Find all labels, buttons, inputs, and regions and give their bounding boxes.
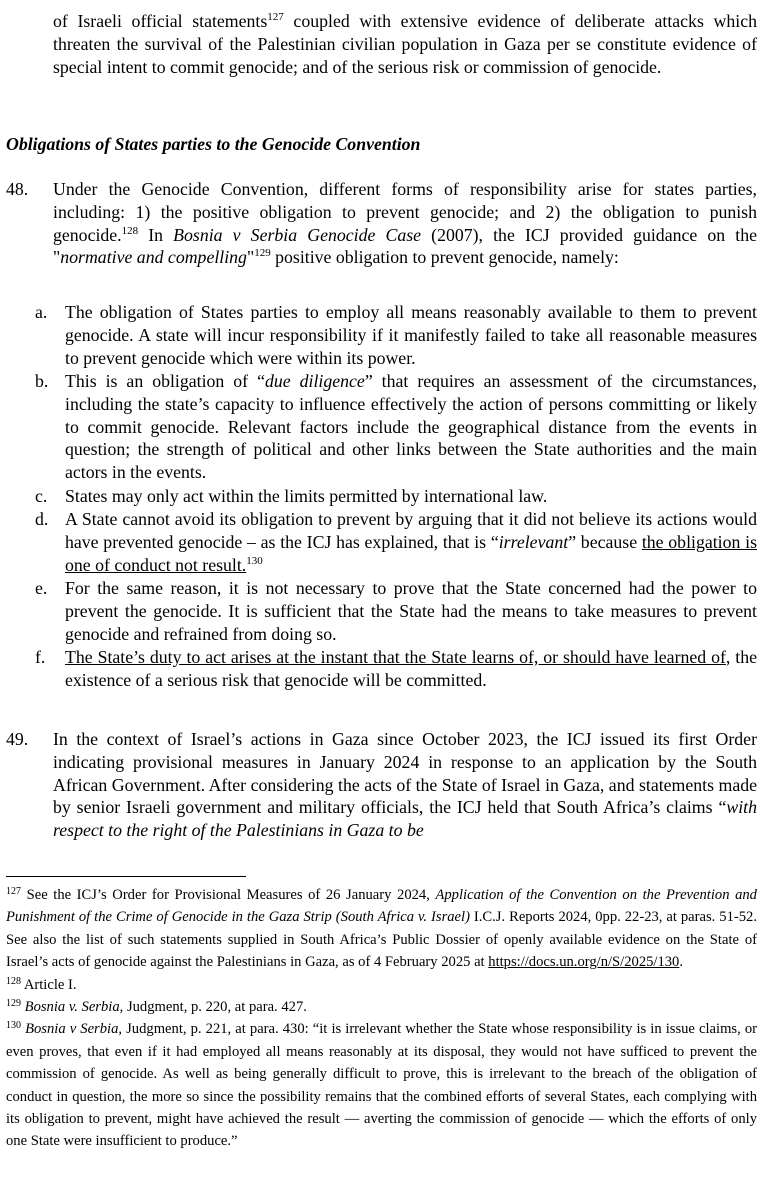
paragraph-text: of Israeli official statements bbox=[53, 11, 268, 31]
list-item-letter: e. bbox=[35, 578, 48, 598]
footnote-number: 127 bbox=[6, 886, 21, 897]
paragraph-number: 49. bbox=[6, 729, 29, 749]
footnote-link[interactable]: https://docs.un.org/n/S/2025/130 bbox=[488, 954, 680, 971]
paragraph-text: coupled with extensive evidence of deliberate attacks which threaten the survival of the Palestinian civilian population in Gaza per se constitute evidence of special intent to commit genocide; and of the serious risk or commission of genocide. bbox=[53, 11, 757, 77]
item-text: This is an obligation of “ bbox=[65, 371, 265, 391]
footnote-ref[interactable]: 128 bbox=[121, 224, 139, 237]
footnote-number: 130 bbox=[6, 1020, 21, 1032]
list-item-f bbox=[65, 646, 757, 692]
footnote-text: , Judgment, p. 221, at para. 430: “it is irrelevant whether the State whose responsibility is in issue claims, or even proves, that even if it had employed all means reasonably at its disposal, they would not have sufficed to prevent the commission of genocide. As well as being generally difficult to prove, this is irrelevant to the breach of the obligation of conduct in question, the more so since the possibility remains that the combined efforts of several States, each complying with its obligation to prevent, might have achieved the result — averting the commission of genocide — which the efforts of only one State were insufficient to produce.” bbox=[6, 1021, 757, 1150]
list-item-letter: a. bbox=[35, 302, 48, 322]
quoted-text: with respect to the right of the Palestinians in Gaza to be bbox=[53, 797, 757, 841]
item-text: ” that requires an assessment of the circumstances, including the state’s capacity to influence effectively the action of persons committing or likely to commit genocide. Relevant factors include the geographical distance from the events in question; the strength of political and other links between the State authorities and the main actors in the events. bbox=[65, 371, 757, 483]
section-heading: Obligations of States parties to the Genocide Convention bbox=[6, 134, 421, 154]
paragraph-text: " bbox=[246, 247, 255, 268]
case-name: Bosnia v Serbia Genocide Case bbox=[173, 224, 422, 245]
footnote-number: 128 bbox=[6, 975, 21, 987]
list-item-letter: f. bbox=[35, 647, 46, 667]
underlined-text: The State’s duty to act arises at the instant that the State learns of, or should have learned of bbox=[65, 647, 726, 667]
quoted-term: irrelevant bbox=[498, 531, 569, 552]
footnote-128 bbox=[6, 974, 757, 996]
underlined-text: the obligation is one of conduct not result. bbox=[65, 531, 757, 575]
quoted-term: due diligence bbox=[264, 371, 365, 391]
footnote-text: I.C.J. Reports 2024, 0pp. 22-23, at paras. 51-52. See also the list of such statements supplied in South Africa’s Public Dossier of openly available evidence on the State of Israel’s acts of genocide against the Palestinians in Gaza, as of 4 February 2025 at bbox=[6, 909, 757, 971]
item-text: , the existence of a serious risk that genocide will be committed. bbox=[65, 647, 757, 690]
paragraph-text: In bbox=[138, 224, 174, 245]
list-item-letter: d. bbox=[35, 509, 49, 529]
footnote-text: Article I. bbox=[21, 976, 77, 993]
footnotes bbox=[6, 884, 757, 1153]
paragraph-number: 48. bbox=[6, 179, 29, 199]
paragraph-49 bbox=[53, 728, 757, 842]
list-item-letter: b. bbox=[35, 371, 49, 391]
case-name: Bosnia v Serbia bbox=[25, 1021, 119, 1038]
list-item-e: For the same reason, it is not necessary to prove that the State concerned had the power to prevent the genocide. It is sufficient that the State had the means to take measures to prevent genocide and refrained from doing so. bbox=[65, 578, 757, 644]
footnote-text: See the ICJ’s Order for Provisional Measures of 26 January 2024, bbox=[21, 887, 436, 903]
footnote-130 bbox=[6, 1018, 757, 1152]
paragraph-text: Under the Genocide Convention, different forms of responsibility arise for states parties, including: 1) the positive obligation to prevent genocide; and 2) the obligation to punish genocide. bbox=[53, 179, 757, 245]
paragraph-text: positive obligation to prevent genocide, namely: bbox=[270, 247, 619, 268]
footnote-text: . bbox=[679, 954, 684, 971]
continued-paragraph bbox=[53, 10, 757, 78]
paragraph-text: In the context of Israel’s actions in Gaza since October 2023, the ICJ issued its first Order indicating provisional measures in January 2024 in response to an application by the South African Government. After considering the acts of the State of Israel in Gaza, and statements made by senior Israeli government and military officials, the ICJ held that South Africa’s claims “ bbox=[53, 729, 757, 818]
footnote-separator bbox=[6, 876, 246, 877]
item-text: ” because bbox=[568, 531, 642, 552]
list-item-c: States may only act within the limits permitted by international law. bbox=[65, 486, 548, 506]
case-title: Application of the Convention on the Prevention and Punishment of the Crime of Genocide in the Gaza Strip (South Africa v. Israel) bbox=[6, 887, 757, 926]
footnote-129 bbox=[6, 996, 757, 1018]
list-item-d bbox=[65, 508, 757, 576]
paragraph-48 bbox=[53, 178, 757, 269]
quoted-term: normative and compelling bbox=[60, 247, 247, 268]
case-name: Bosnia v. Serbia bbox=[24, 999, 120, 1016]
paragraph-text: (2007), the ICJ provided guidance on the " bbox=[53, 224, 757, 268]
footnote-ref[interactable]: 127 bbox=[267, 11, 284, 23]
footnote-ref[interactable]: 130 bbox=[246, 554, 263, 567]
footnote-number: 129 bbox=[6, 998, 21, 1010]
list-item-a: The obligation of States parties to employ all means reasonably available to them to prevent genocide. A state will incur responsibility if it manifestly failed to take all reasonable measures to prevent genocide which were within its power. bbox=[65, 302, 757, 368]
item-text: A State cannot avoid its obligation to prevent by arguing that it did not believe its actions would have prevented genocide – as the ICJ has explained, that is “ bbox=[65, 509, 757, 552]
footnote-127 bbox=[6, 884, 757, 974]
footnote-ref[interactable]: 129 bbox=[254, 247, 271, 260]
list-item-letter: c. bbox=[35, 486, 48, 506]
footnote-text: , Judgment, p. 220, at para. 427. bbox=[119, 999, 307, 1016]
list-item-b bbox=[65, 370, 757, 484]
